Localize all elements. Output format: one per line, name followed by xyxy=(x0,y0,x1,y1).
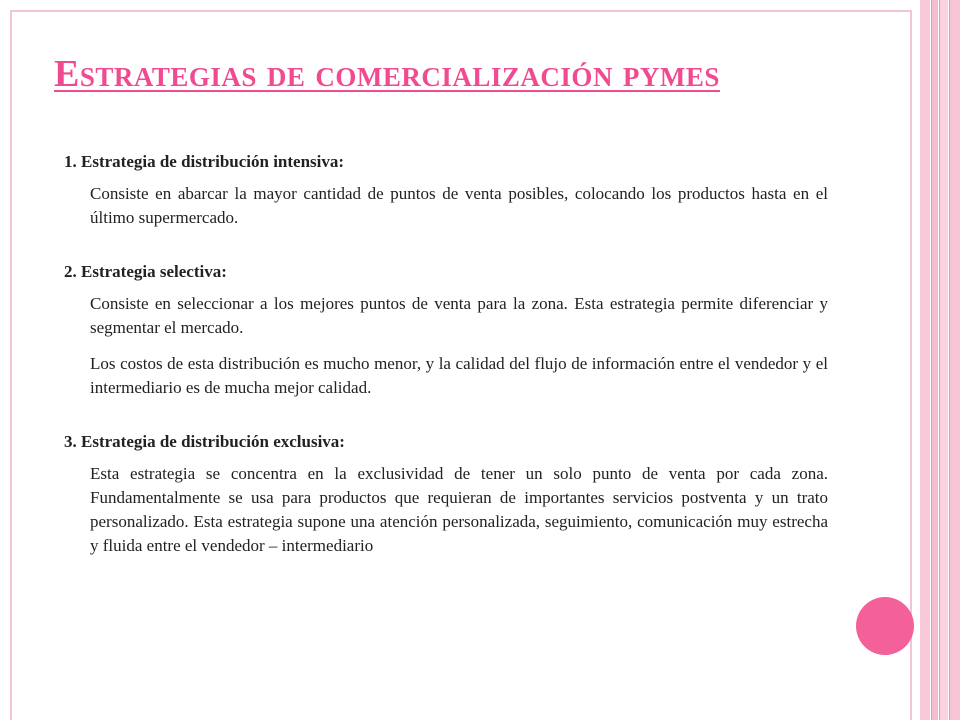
section-exclusive xyxy=(64,430,828,558)
section-selective xyxy=(64,260,828,400)
decorative-circle xyxy=(856,597,914,655)
section-paragraph: Esta estrategia se concentra en la exclusividad de tener un solo punto de venta por cada zona. Fundamentalmente se usa para productos que requieran de importantes servicios postventa y un trato personalizado. Esta estrategia supone una atención personalizada, seguimiento, comunicación muy estrecha y fluida entre el vendedor – intermediario xyxy=(90,464,828,555)
section-paragraph: Consiste en abarcar la mayor cantidad de puntos de venta posibles, colocando los productos hasta en el último supermercado. xyxy=(90,184,828,227)
section-heading: 1. Estrategia de distribución intensiva: xyxy=(64,152,345,171)
section-heading: 3. Estrategia de distribución exclusiva: xyxy=(64,432,345,451)
slide-content xyxy=(64,150,828,588)
slide-title: Estrategias de comercialización pymes xyxy=(54,53,720,95)
section-paragraph: Los costos de esta distribución es mucho menor, y la calidad del flujo de información entre el vendedor y el intermediario es de mucha mejor calidad. xyxy=(90,354,828,397)
decorative-stripe xyxy=(940,0,948,720)
decorative-stripe xyxy=(932,0,938,720)
section-heading: 2. Estrategia selectiva: xyxy=(64,262,227,281)
decorative-stripe xyxy=(920,0,930,720)
section-paragraph: Consiste en seleccionar a los mejores puntos de venta para la zona. Esta estrategia permite diferenciar y segmentar el mercado. xyxy=(90,294,828,337)
section-intensive xyxy=(64,150,828,230)
decorative-stripe xyxy=(950,0,960,720)
